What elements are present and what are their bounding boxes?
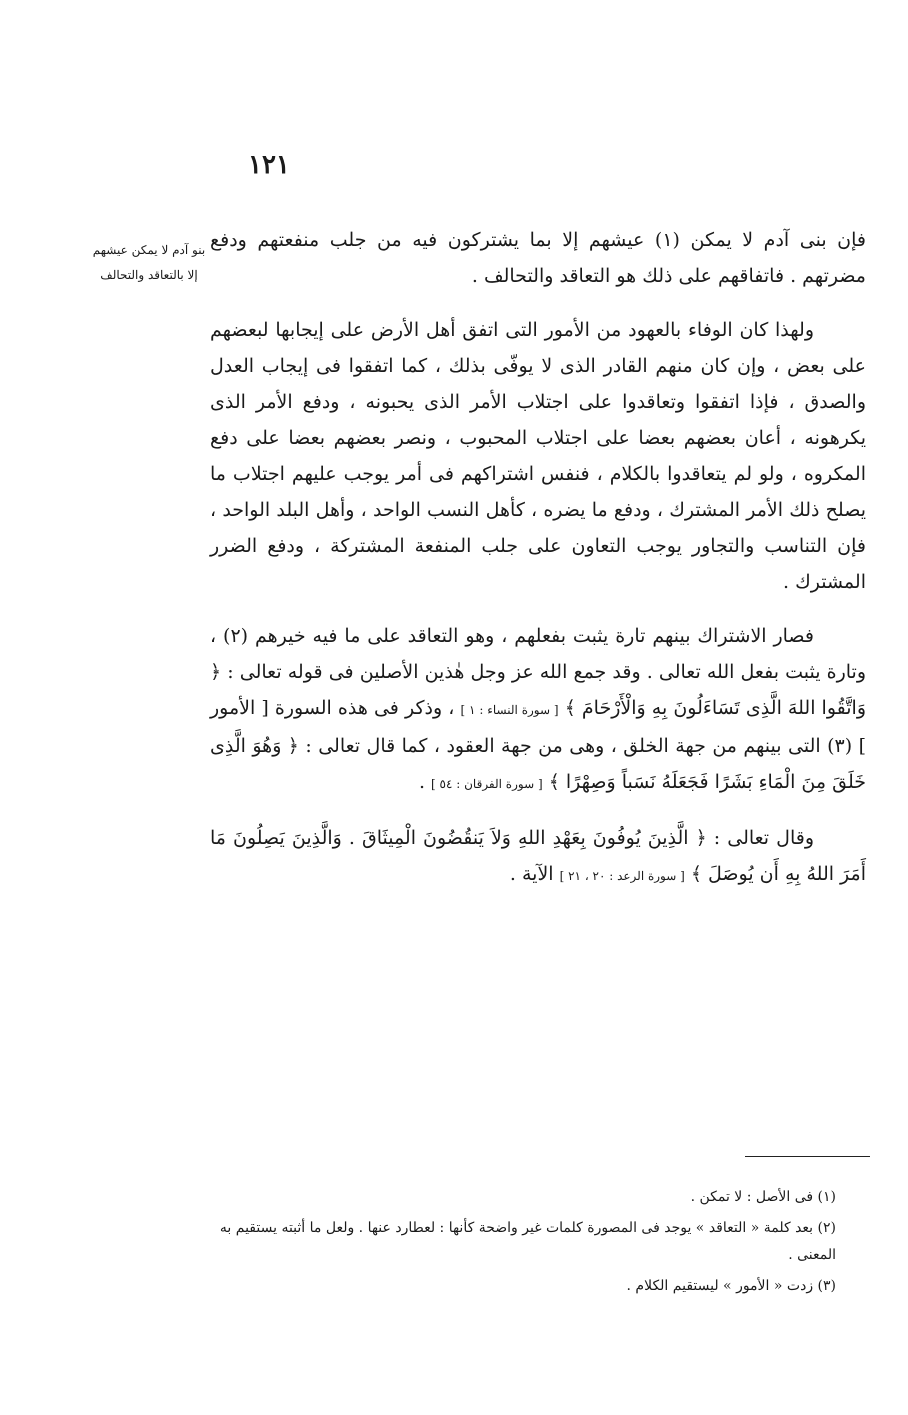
paragraph-2: ولهذا كان الوفاء بالعهود من الأمور التى اتفق أهل الأرض على إيجابها لبعضهم على بعض ، وإن كان منهم القادر الذى لا يوفّى بذلك ، كما اتفقوا فى إيجاب العدل والصدق ، فإذا اتفقوا وتعاقدوا على اجتلاب الأمر الذى يحبونه ، ودفع الأمر الذى يكرهونه ، أعان بعضهم بعضا على اجتلاب المحبوب ، ونصر بعضهم بعضا على دفع المكروه ، ولو لم يتعاقدوا بالكلام ، فنفس اشتراكهم فى أمر يوجب عليهم اجتلاب ما يصلح ذلك الأمر المشترك ، ودفع ما يضره ، كأهل النسب الواحد ، وأهل البلد الواحد ، فإن التناسب والتجاور يوجب التعاون على جلب المنفعة المشتركة ، ودفع الضرر المشترك . <box>210 319 866 593</box>
footnotes <box>210 1184 866 1304</box>
paragraph-4-part-2: الآية . <box>509 863 554 885</box>
paragraph-3 <box>210 618 866 802</box>
margin-note: بنو آدم لا يمكن عيشهم إلا بالتعاقد والتحالف <box>92 243 206 282</box>
paragraph-3-part-1: فصار الاشتراك بينهم تارة يثبت بفعلهم ، وهو التعاقد على ما فيه خيرهم (٢) ، وتارة يثبت بفعل الله تعالى . وقد جمع الله عز وجل هٰذين الأصلين فى قوله تعالى : ﴿ وَاتَّقُوا اللهَ الَّذِى تَسَاءَلُونَ بِهِ وَالْأَرْحَامَ ﴾ <box>210 625 867 719</box>
paragraph-3-part-3: . <box>418 771 425 793</box>
page-number: ١٢١ <box>248 150 290 180</box>
footnote-divider <box>745 1156 870 1157</box>
quran-reference-nisa: [ سورة النساء : ١ ] <box>460 703 559 717</box>
paragraph-4 <box>210 820 866 894</box>
footnote-3: (٣) زدت « الأمور » ليستقيم الكلام . <box>626 1278 836 1294</box>
paragraph-3-part-2: ، وذكر فى هذه السورة [ الأمور ] (٣) التى بينهم من جهة الخلق ، وهى من جهة العقود ، كما قال تعالى : ﴿ وَهُوَ الَّذِى خَلَقَ مِنَ الْمَاءِ بَشَرًا فَجَعَلَهُ نَسَباً وَصِهْرًا ﴾ <box>210 697 866 793</box>
footnote-2: (٢) بعد كلمة « التعاقد » يوجد فى المصورة كلمات غير واضحة كأنها : لعطارد عنها . ولعل ما أثبته يستقيم به المعنى . <box>219 1220 836 1263</box>
quran-reference-rad: [ سورة الرعد : ٢٠ ، ٢١ ] <box>559 869 685 883</box>
main-text <box>210 222 866 912</box>
paragraph-1: فإن بنى آدم لا يمكن (١) عيشهم إلا بما يشتركون فيه من جلب منفعتهم ودفع مضرتهم . فاتفاقهم على ذلك هو التعاقد والتحالف . <box>210 229 866 287</box>
paragraph-4-part-1: وقال تعالى : ﴿ الَّذِينَ يُوفُونَ بِعَهْدِ اللهِ وَلاَ يَنقُضُونَ الْمِيثَاقَ . وَالَّذِينَ يَصِلُونَ مَا أَمَرَ اللهُ بِهِ أَن يُوصَلَ ﴾ <box>210 827 866 885</box>
quran-reference-furqan: [ سورة الفرقان : ٥٤ ] <box>431 777 543 791</box>
footnote-1: (١) فى الأصل : لا تمكن . <box>690 1189 836 1205</box>
